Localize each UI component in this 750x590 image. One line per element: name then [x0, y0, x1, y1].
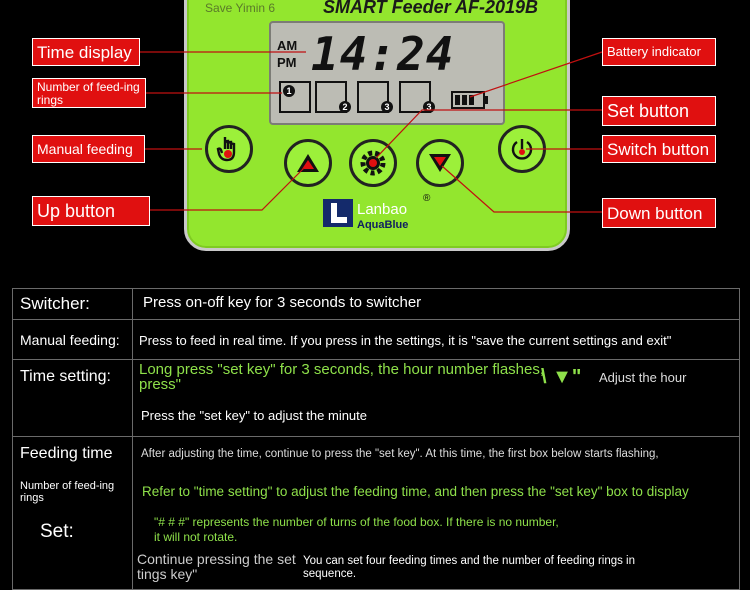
- clock-readout: 14:24: [311, 27, 455, 81]
- callout-battery: Battery indicator: [602, 38, 716, 66]
- table-row-manual: [12, 319, 740, 359]
- row-text-feeding-line2: Refer to "time setting" to adjust the feeding time, and then press the "set key" box to display: [142, 484, 689, 499]
- row-text-time-line1: Long press "set key" for 3 seconds, the hour number flashes,: [139, 361, 545, 378]
- brand-subname: AquaBlue: [357, 219, 409, 231]
- row-text-note-1: You can set four feeding times and the number of feeding rings in: [303, 555, 636, 567]
- callout-time-display: Time display: [32, 38, 140, 66]
- lcd-screen: [269, 21, 505, 125]
- brand-name: Lanbao: [357, 201, 408, 218]
- row-label-switcher: Switcher:: [20, 294, 90, 313]
- registered-mark: ®: [423, 193, 431, 204]
- table-row-switcher: [12, 288, 740, 319]
- table-row-feeding: [12, 436, 740, 590]
- set-button[interactable]: [349, 139, 397, 187]
- row-label-feeding-time: Feeding time: [20, 445, 113, 462]
- row-label-time-setting: Time setting:: [20, 368, 111, 385]
- row-text-switcher: Press on-off key for 3 seconds to switcher: [143, 294, 422, 311]
- hand-icon: [216, 135, 242, 163]
- pm-label: PM: [277, 55, 297, 70]
- am-label: AM: [277, 38, 298, 53]
- row-text-time-line2: press": [139, 376, 182, 393]
- row-label-feeding-rings: Number of feed-ing rings: [20, 480, 115, 504]
- ring-number-2: 2: [339, 101, 351, 113]
- ring-box-3: [357, 81, 389, 113]
- row-text-feeding-line3a: "# # #" represents the number of turns of the food box. If there is no number,: [154, 515, 559, 529]
- ring-number-4: 3: [423, 101, 435, 113]
- down-arrow-icon: \ ▼": [541, 366, 582, 388]
- am-pm-indicator: [277, 37, 297, 71]
- power-icon: [509, 136, 535, 162]
- callout-manual-feeding: Manual feeding: [32, 135, 145, 163]
- callout-set-button: Set button: [602, 96, 716, 126]
- row-text-feeding-line3b: it will not rotate.: [154, 530, 238, 544]
- ring-box-4: [399, 81, 431, 113]
- callout-switch-button: Switch button: [602, 135, 716, 163]
- triangle-down-icon: [427, 152, 453, 174]
- callout-down-button: Down button: [602, 198, 716, 228]
- row-text-note-2: sequence.: [303, 568, 357, 580]
- gear-icon: [358, 148, 388, 178]
- brand-logo-icon: [323, 199, 353, 227]
- callout-feeding-rings: Number of feed-ing rings: [32, 78, 146, 108]
- model-label: SMART Feeder AF-2019B: [323, 0, 539, 17]
- triangle-up-icon: [295, 152, 321, 174]
- brand-watermark: Save Yimin 6: [205, 1, 276, 15]
- ring-number-1: 1: [283, 85, 295, 97]
- manual-feed-button[interactable]: [205, 125, 253, 173]
- row-text-continue-1: Continue pressing the set: [137, 551, 296, 567]
- ring-number-3: 3: [381, 101, 393, 113]
- battery-icon: [451, 91, 485, 109]
- row-label-set: Set:: [40, 521, 74, 542]
- ring-box-1: [279, 81, 311, 113]
- callout-up-button: Up button: [32, 196, 150, 226]
- ring-box-2: [315, 81, 347, 113]
- table-row-time-setting: [12, 359, 740, 436]
- up-button[interactable]: [284, 139, 332, 187]
- down-button[interactable]: [416, 139, 464, 187]
- feeder-device: [184, 0, 570, 251]
- row-text-adjust-hour: Adjust the hour: [599, 370, 687, 385]
- row-text-time-line3: Press the "set key" to adjust the minute: [141, 408, 368, 423]
- row-label-manual: Manual feeding:: [20, 332, 120, 348]
- power-button[interactable]: [498, 125, 546, 173]
- row-text-manual: Press to feed in real time. If you press in the settings, it is "save the current settings and exit": [139, 333, 672, 348]
- row-text-continue-2: tings key": [137, 566, 198, 582]
- row-text-feeding-line1: After adjusting the time, continue to press the "set key". At this time, the first box below starts flashing,: [141, 448, 659, 460]
